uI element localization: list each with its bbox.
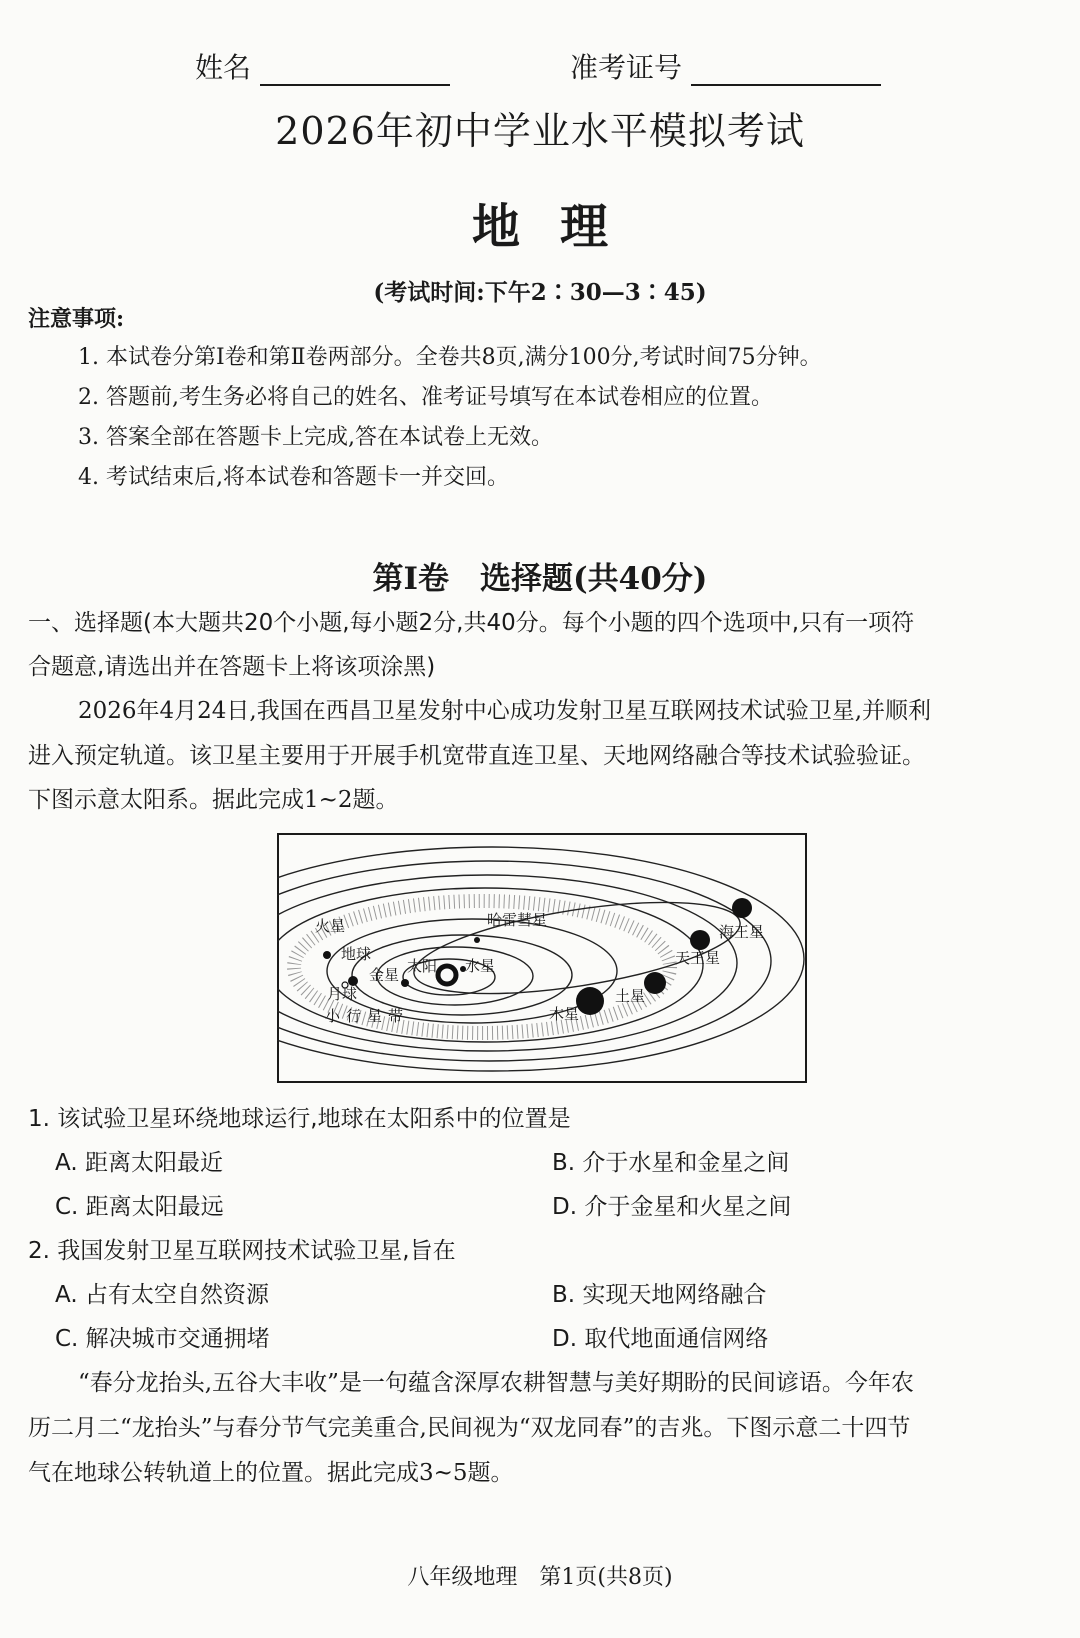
name-field [195, 46, 450, 86]
name-label: 姓名 [195, 51, 252, 84]
jupiter-marker [576, 987, 604, 1015]
exam-id-label: 准考证号 [570, 51, 683, 84]
question-stem: 1. 该试验卫星环绕地球运行,地球在太阳系中的位置是 [28, 1106, 571, 1132]
exam-id-blank [691, 56, 881, 86]
mercury-label: 水星 [465, 957, 496, 975]
option-c: C. 解决城市交通拥堵 [55, 1326, 270, 1352]
passage-line: 历二月二“龙抬头”与春分节气完美重合,民间视为“双龙同春”的吉兆。下图示意二十四节 [28, 1415, 911, 1441]
notice-heading: 注意事项: [28, 306, 125, 332]
saturn-marker [644, 972, 666, 994]
neptune-label: 海王星 [719, 923, 765, 941]
sun-marker [438, 966, 456, 984]
passage-line: 气在地球公转轨道上的位置。据此完成3~5题。 [28, 1460, 514, 1486]
notice-item: 1. 本试卷分第Ⅰ卷和第Ⅱ卷两部分。全卷共8页,满分100分,考试时间75分钟。 [78, 345, 822, 370]
option-a: A. 距离太阳最近 [55, 1150, 223, 1176]
neptune-marker [732, 898, 752, 918]
passage-line: “春分龙抬头,五谷大丰收”是一句蕴含深厚农耕智慧与美好期盼的民间谚语。今年农 [78, 1370, 914, 1396]
option-b: B. 介于水星和金星之间 [552, 1150, 790, 1176]
passage-line: 下图示意太阳系。据此完成1~2题。 [28, 787, 399, 813]
exam-id-field [570, 46, 881, 86]
option-a: A. 占有太空自然资源 [55, 1282, 269, 1308]
comet-label: 哈雷彗星 [487, 911, 548, 929]
comet-marker [474, 937, 480, 943]
section-instruction: 一、选择题(本大题共20个小题,每小题2分,共40分。每个小题的四个选项中,只有一项符 [28, 610, 915, 636]
mars-label: 火星 [315, 917, 346, 935]
exam-time: (考试时间:下午2∶30—3∶45) [373, 279, 707, 306]
section-title: 第Ⅰ卷 选择题(共40分) [372, 561, 708, 597]
subject-title: 地理 [471, 199, 648, 255]
section-instruction: 合题意,请选出并在答题卡上将该项涂黑) [28, 654, 436, 680]
option-d: D. 取代地面通信网络 [552, 1326, 769, 1352]
asteroid-belt-label: 小行星带 [325, 1007, 410, 1025]
mars-marker [323, 951, 331, 959]
passage-line: 进入预定轨道。该卫星主要用于开展手机宽带直连卫星、天地网络融合等技术试验验证。 [28, 743, 925, 769]
exam-title: 2026年初中学业水平模拟考试 [275, 109, 805, 153]
passage-line: 2026年4月24日,我国在西昌卫星发射中心成功发射卫星互联网技术试验卫星,并顺利 [78, 698, 932, 724]
notice-item: 2. 答题前,考生务必将自己的姓名、准考证号填写在本试卷相应的位置。 [78, 385, 773, 410]
uranus-marker [690, 930, 710, 950]
option-b: B. 实现天地网络融合 [552, 1282, 767, 1308]
question-stem: 2. 我国发射卫星互联网技术试验卫星,旨在 [28, 1238, 456, 1264]
jupiter-label: 木星 [549, 1005, 580, 1023]
sun-label: 太阳 [407, 957, 438, 975]
name-blank [260, 56, 450, 86]
option-c: C. 距离太阳最远 [55, 1194, 224, 1220]
venus-label: 金星 [369, 966, 400, 984]
earth-label: 地球 [341, 945, 372, 963]
saturn-label: 土星 [615, 987, 646, 1005]
uranus-label: 天王星 [675, 949, 721, 967]
page-footer: 八年级地理 第1页(共8页) [407, 1565, 673, 1590]
option-d: D. 介于金星和火星之间 [552, 1194, 792, 1220]
notice-item: 4. 考试结束后,将本试卷和答题卡一并交回。 [78, 465, 509, 490]
moon-label: 月球 [327, 985, 358, 1003]
notice-item: 3. 答案全部在答题卡上完成,答在本试卷上无效。 [78, 425, 553, 450]
venus-marker [401, 979, 409, 987]
solar-system-diagram [277, 833, 807, 1083]
